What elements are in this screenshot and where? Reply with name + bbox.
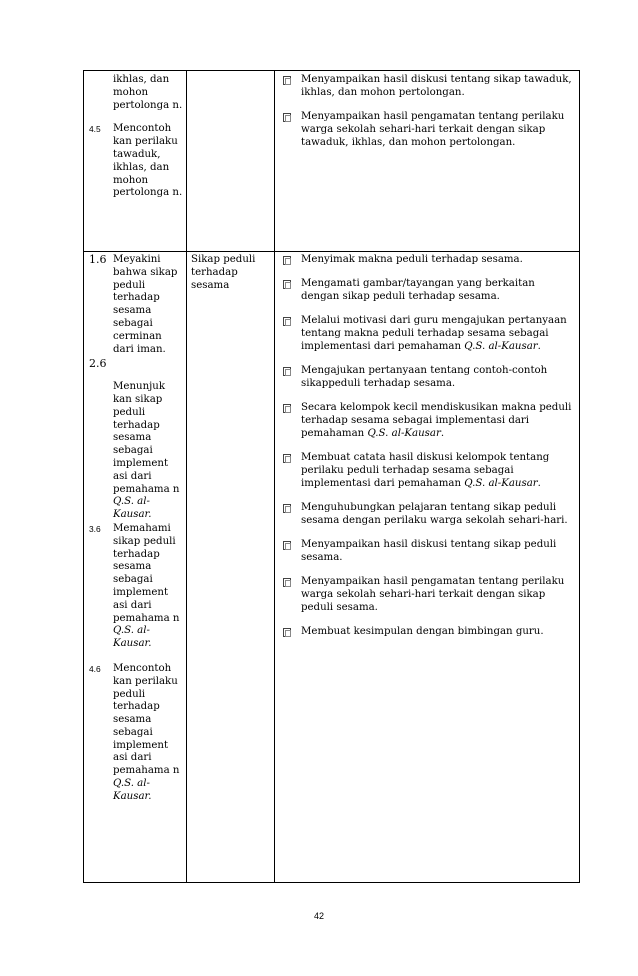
material-cell: Sikap peduli terhadap sesama xyxy=(187,252,275,883)
material-cell xyxy=(187,71,275,252)
bullet-box-icon xyxy=(283,578,291,587)
list-item: Melalui motivasi dari guru mengajukan pertanyaan tentang makna peduli terhadap sesama sebagai implementasi dari pemahaman Q.S. al-Kausar. xyxy=(283,315,573,353)
bullet-box-icon xyxy=(283,256,291,265)
bullet-box-icon xyxy=(283,280,291,289)
bullet-box-icon xyxy=(283,628,291,637)
list-item: Menguhubungkan pelajaran tentang sikap peduli sesama dengan perilaku warga sekolah sehari-hari. xyxy=(283,502,573,528)
bullet-box-icon xyxy=(283,113,291,122)
bullet-box-icon xyxy=(283,504,291,513)
list-item: Mengajukan pertanyaan tentang contoh-contoh sikappeduli terhadap sesama. xyxy=(283,365,573,391)
bullet-box-icon xyxy=(283,541,291,550)
table-row xyxy=(84,252,580,883)
list-item: Menyampaikan hasil diskusi tentang sikap tawaduk, ikhlas, dan mohon pertolongan. xyxy=(283,74,573,100)
bullet-box-icon xyxy=(283,404,291,413)
bullet-box-icon xyxy=(283,454,291,463)
competency-item: 4.6 Mencontoh kan perilaku peduli terhadap sesama sebagai implement asi dari pemahama n Q.S. al-Kausar. xyxy=(89,662,180,802)
list-item: Mengamati gambar/tayangan yang berkaitan dengan sikap peduli terhadap sesama. xyxy=(283,278,573,304)
competency-item: 3.6 Memahami sikap peduli terhadap sesama sebagai implement asi dari pemahama n Q.S. al-Kausar. xyxy=(89,522,180,650)
list-item: Menyimak makna peduli terhadap sesama. xyxy=(283,254,573,267)
competency-item: ikhlas, dan mohon pertolonga n. xyxy=(113,74,183,111)
table-row xyxy=(84,71,580,252)
competency-cell xyxy=(84,71,187,252)
list-item: Membuat catata hasil diskusi kelompok tentang perilaku peduli terhadap sesama sebagai implementasi dari pemahaman Q.S. al-Kausar. xyxy=(283,452,573,490)
competency-item: 1.6 Meyakini bahwa sikap peduli terhadap sesama sebagai cerminan dari iman. xyxy=(89,253,178,355)
list-item: Membuat kesimpulan dengan bimbingan guru. xyxy=(283,626,573,639)
competency-cell xyxy=(84,252,187,883)
page-number: 42 xyxy=(313,911,324,921)
list-item: Menyampaikan hasil pengamatan tentang perilaku warga sekolah sehari-hari terkait dengan sikap peduli sesama. xyxy=(283,576,573,614)
competency-item: 2.6 xyxy=(89,357,107,371)
list-item: Secara kelompok kecil mendiskusikan makna peduli terhadap sesama sebagai implementasi dari pemahaman Q.S. al-Kausar. xyxy=(283,402,573,440)
list-item: Menyampaikan hasil diskusi tentang sikap peduli sesama. xyxy=(283,539,573,565)
bullet-box-icon xyxy=(283,367,291,376)
activities-cell xyxy=(275,71,580,252)
syllabus-table xyxy=(83,70,580,883)
bullet-box-icon xyxy=(283,76,291,85)
competency-item: Menunjuk kan sikap peduli terhadap sesama sebagai implement asi dari pemahama n Q.S. al-Kausar. xyxy=(113,381,180,521)
activities-cell xyxy=(275,252,580,883)
list-item: Menyampaikan hasil pengamatan tentang perilaku warga sekolah sehari-hari terkait dengan sikap tawaduk, ikhlas, dan mohon pertolongan. xyxy=(283,111,573,149)
bullet-box-icon xyxy=(283,317,291,326)
competency-item: 4.5 Mencontoh kan perilaku tawaduk, ikhlas, dan mohon pertolonga n. xyxy=(89,123,183,199)
